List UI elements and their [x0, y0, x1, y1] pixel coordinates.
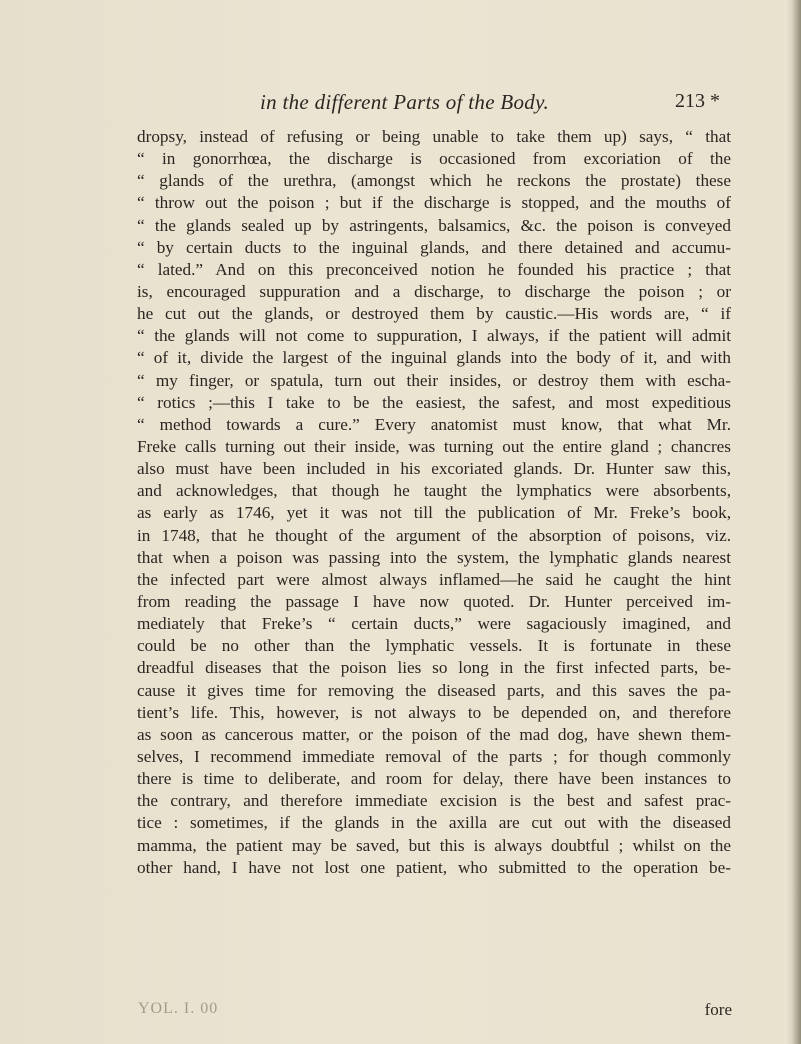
page-number: 213 *	[675, 90, 720, 112]
catchword: fore	[704, 1000, 732, 1019]
text-line: the infected part were almost always inflamed—he said he caught the hint	[137, 569, 731, 589]
text-line: selves, I recommend immediate removal of the parts ; for though commonly	[137, 746, 731, 766]
text-line: also must have been included in his excoriated glands. Dr. Hunter saw this,	[137, 459, 731, 479]
text-line: “ the glands will not come to suppuration, I always, if the patient will admit	[137, 326, 731, 346]
text-line: from reading the passage I have now quoted. Dr. Hunter perceived im-	[137, 591, 731, 611]
text-line: cause it gives time for removing the diseased parts, and this saves the pa-	[137, 680, 731, 700]
page-header	[260, 90, 720, 120]
text-line: as early as 1746, yet it was not till the publication of Mr. Freke’s book,	[137, 503, 731, 523]
text-line: “ by certain ducts to the inguinal glands, and there detained and accumu-	[137, 237, 731, 257]
page-footer	[138, 1000, 732, 1024]
text-line: other hand, I have not lost one patient, who submitted to the operation be-	[137, 857, 731, 877]
text-line: tient’s life. This, however, is not always to be depended on, and therefore	[137, 702, 731, 722]
text-line: “ glands of the urethra, (amongst which he reckons the prostate) these	[137, 171, 731, 191]
text-line: mediately that Freke’s “ certain ducts,” were sagaciously imagined, and	[137, 614, 731, 634]
text-line: could be no other than the lymphatic vessels. It is fortunate in these	[137, 636, 731, 656]
text-line: he cut out the glands, or destroyed them by caustic.—His words are, “ if	[137, 304, 731, 324]
text-line: as soon as cancerous matter, or the poison of the mad dog, have shewn them-	[137, 724, 731, 744]
text-line: “ throw out the poison ; but if the discharge is stopped, and the mouths of	[137, 193, 731, 213]
text-line: mamma, the patient may be saved, but this is always doubtful ; whilst on the	[137, 835, 731, 855]
text-line: that when a poison was passing into the system, the lymphatic glands nearest	[137, 547, 731, 567]
text-line: “ in gonorrhœa, the discharge is occasioned from excoriation of the	[137, 149, 731, 169]
text-line: “ method towards a cure.” Every anatomist must know, that what Mr.	[137, 414, 731, 434]
text-line: dreadful diseases that the poison lies so long in the first infected parts, be-	[137, 658, 731, 678]
text-line: “ the glands sealed up by astringents, balsamics, &c. the poison is conveyed	[137, 215, 731, 235]
text-line: is, encouraged suppuration and a discharge, to discharge the poison ; or	[137, 281, 731, 301]
text-line: dropsy, instead of refusing or being unable to take them up) says, “ that	[137, 127, 731, 146]
text-line: there is time to deliberate, and room for delay, there have been instances to	[137, 769, 731, 789]
running-head: in the different Parts of the Body.	[260, 90, 550, 114]
text-line: the contrary, and therefore immediate excision is the best and safest prac-	[137, 791, 731, 811]
page-edge-shadow	[785, 0, 801, 1044]
body-text	[137, 126, 731, 879]
signature-mark: YOL. I. 00	[138, 1000, 219, 1017]
text-line: “ my finger, or spatula, turn out their insides, or destroy them with escha-	[137, 370, 731, 390]
text-line: “ of it, divide the largest of the inguinal glands into the body of it, and with	[137, 348, 731, 368]
text-line: tice : sometimes, if the glands in the axilla are cut out with the diseased	[137, 813, 731, 833]
text-line: Freke calls turning out their inside, was turning out the entire gland ; chancres	[137, 436, 731, 456]
text-line: “ rotics ;—this I take to be the easiest, the safest, and most expeditious	[137, 392, 731, 412]
text-line: and acknowledges, that though he taught the lymphatics were absorbents,	[137, 481, 731, 501]
text-line: in 1748, that he thought of the argument of the absorption of poisons, viz.	[137, 525, 731, 545]
text-line: “ lated.” And on this preconceived notion he founded his practice ; that	[137, 259, 731, 279]
